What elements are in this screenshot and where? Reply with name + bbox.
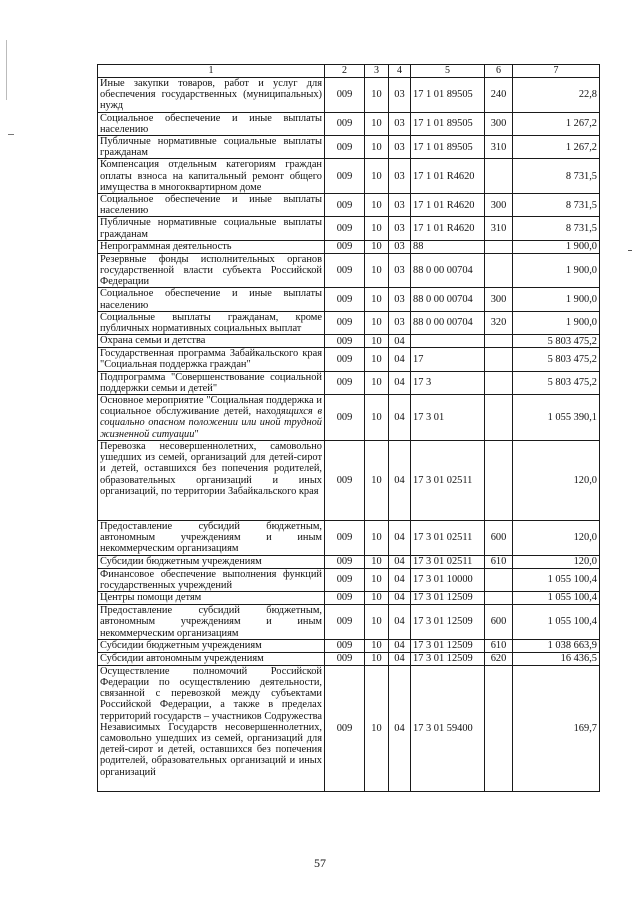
row-expense-type: 620 [485, 652, 513, 665]
table-row [98, 253, 600, 288]
row-section: 10 [365, 521, 389, 556]
row-ministry: 009 [325, 555, 365, 568]
row-expense-type: 310 [485, 136, 513, 159]
row-ministry: 009 [325, 665, 365, 791]
row-ministry: 009 [325, 592, 365, 605]
row-ministry: 009 [325, 159, 365, 194]
row-amount: 1 900,0 [513, 288, 600, 311]
table-body [98, 65, 600, 792]
row-target: 88 0 00 00704 [411, 311, 485, 334]
row-ministry: 009 [325, 253, 365, 288]
table-row [98, 136, 600, 159]
row-target: 17 3 01 02511 [411, 441, 485, 521]
row-amount: 1 055 100,4 [513, 568, 600, 591]
row-amount: 1 055 100,4 [513, 592, 600, 605]
row-target: 88 0 00 00704 [411, 288, 485, 311]
row-amount: 8 731,5 [513, 217, 600, 240]
row-subsection: 03 [389, 288, 411, 311]
row-section: 10 [365, 288, 389, 311]
row-amount: 1 900,0 [513, 240, 600, 253]
row-subsection: 03 [389, 112, 411, 135]
row-amount: 1 038 663,9 [513, 639, 600, 652]
row-target: 17 3 01 10000 [411, 568, 485, 591]
row-subsection: 04 [389, 568, 411, 591]
row-ministry: 009 [325, 568, 365, 591]
row-target: 17 3 01 12509 [411, 592, 485, 605]
scan-mark-left-dash [8, 134, 14, 135]
row-expense-type [485, 253, 513, 288]
row-amount: 169,7 [513, 665, 600, 791]
row-name: Финансовое обеспечение выполнения функций государственных учреждений [98, 568, 325, 591]
row-subsection: 04 [389, 395, 411, 441]
row-amount: 1 900,0 [513, 253, 600, 288]
row-section: 10 [365, 335, 389, 348]
row-section: 10 [365, 78, 389, 113]
row-name: Социальное обеспечение и иные выплаты населению [98, 112, 325, 135]
row-expense-type: 310 [485, 217, 513, 240]
row-expense-type [485, 159, 513, 194]
row-target: 17 3 01 02511 [411, 555, 485, 568]
row-expense-type: 610 [485, 639, 513, 652]
row-amount: 1 055 390,1 [513, 395, 600, 441]
row-section: 10 [365, 240, 389, 253]
row-section: 10 [365, 568, 389, 591]
row-target: 17 3 01 [411, 395, 485, 441]
row-ministry: 009 [325, 136, 365, 159]
row-ministry: 009 [325, 348, 365, 371]
row-name: Социальное обеспечение и иные выплаты населению [98, 194, 325, 217]
row-ministry: 009 [325, 441, 365, 521]
table-row [98, 605, 600, 640]
row-target: 17 3 01 12509 [411, 652, 485, 665]
row-expense-type: 600 [485, 605, 513, 640]
row-name: Охрана семьи и детства [98, 335, 325, 348]
row-name: Публичные нормативные социальные выплаты гражданам [98, 217, 325, 240]
row-ministry: 009 [325, 652, 365, 665]
row-amount: 1 267,2 [513, 112, 600, 135]
row-subsection: 03 [389, 311, 411, 334]
row-subsection: 04 [389, 639, 411, 652]
header-cell: 4 [389, 65, 411, 78]
header-cell: 3 [365, 65, 389, 78]
row-expense-type: 610 [485, 555, 513, 568]
row-section: 10 [365, 348, 389, 371]
table-row [98, 78, 600, 113]
row-expense-type [485, 568, 513, 591]
row-name: Публичные нормативные социальные выплаты гражданам [98, 136, 325, 159]
row-amount: 22,8 [513, 78, 600, 113]
row-section: 10 [365, 371, 389, 394]
header-row [98, 65, 600, 78]
row-amount: 1 055 100,4 [513, 605, 600, 640]
row-target: 17 3 01 12509 [411, 639, 485, 652]
row-ministry: 009 [325, 194, 365, 217]
table-row [98, 335, 600, 348]
row-subsection: 04 [389, 441, 411, 521]
table-row [98, 288, 600, 311]
row-name: Предоставление субсидий бюджетным, автономным учреждениям и иным некоммерческим организациям [98, 521, 325, 556]
row-target: 17 1 01 89505 [411, 78, 485, 113]
row-section: 10 [365, 592, 389, 605]
row-expense-type [485, 395, 513, 441]
row-ministry: 009 [325, 395, 365, 441]
row-expense-type [485, 665, 513, 791]
row-subsection: 04 [389, 371, 411, 394]
header-cell: 1 [98, 65, 325, 78]
row-ministry: 009 [325, 335, 365, 348]
row-expense-type: 300 [485, 194, 513, 217]
scan-mark-left [6, 40, 7, 100]
table-row [98, 240, 600, 253]
row-name: Предоставление субсидий бюджетным, автономным учреждениям и иным некоммерческим организациям [98, 605, 325, 640]
row-amount: 16 436,5 [513, 652, 600, 665]
row-section: 10 [365, 159, 389, 194]
budget-table [97, 64, 600, 792]
row-name: Социальное обеспечение и иные выплаты населению [98, 288, 325, 311]
row-section: 10 [365, 311, 389, 334]
row-amount: 120,0 [513, 555, 600, 568]
row-name: Перевозка несовершеннолетних, самовольно ушедших из семей, организаций для детей-сирот и детей, оставшихся без попечения родителей, образовательных организаций и иных организаций, по территории Забайкальского края [98, 441, 325, 521]
row-section: 10 [365, 395, 389, 441]
table-row [98, 371, 600, 394]
row-section: 10 [365, 253, 389, 288]
row-name: Субсидии бюджетным учреждениям [98, 639, 325, 652]
row-section: 10 [365, 441, 389, 521]
header-cell: 7 [513, 65, 600, 78]
table-row [98, 521, 600, 556]
row-section: 10 [365, 665, 389, 791]
row-amount: 120,0 [513, 521, 600, 556]
row-expense-type: 320 [485, 311, 513, 334]
row-name: Резервные фонды исполнительных органов государственной власти субъекта Российской Федерации [98, 253, 325, 288]
row-ministry: 009 [325, 288, 365, 311]
table-row [98, 441, 600, 521]
table-row [98, 348, 600, 371]
row-ministry: 009 [325, 217, 365, 240]
page-number: 57 [314, 856, 326, 870]
row-expense-type: 300 [485, 288, 513, 311]
row-target: 17 3 01 59400 [411, 665, 485, 791]
row-subsection: 04 [389, 348, 411, 371]
row-expense-type: 300 [485, 112, 513, 135]
table-row [98, 555, 600, 568]
table-row [98, 112, 600, 135]
table-row [98, 568, 600, 591]
row-expense-type [485, 371, 513, 394]
row-expense-type [485, 592, 513, 605]
row-section: 10 [365, 217, 389, 240]
row-expense-type [485, 348, 513, 371]
row-section: 10 [365, 639, 389, 652]
row-name: Субсидии бюджетным учреждениям [98, 555, 325, 568]
row-name: Субсидии автономным учреждениям [98, 652, 325, 665]
row-subsection: 04 [389, 521, 411, 556]
italic-fragment: щихся в социально опасном положении или иной трудной жизненной ситуации [100, 406, 322, 440]
table-row [98, 592, 600, 605]
row-section: 10 [365, 605, 389, 640]
row-name: Социальные выплаты гражданам, кроме публичных нормативных социальных выплат [98, 311, 325, 334]
row-name: Подпрограмма "Совершенствование социальной поддержки семьи и детей" [98, 371, 325, 394]
row-ministry: 009 [325, 240, 365, 253]
header-cell: 5 [411, 65, 485, 78]
row-subsection: 04 [389, 592, 411, 605]
row-name: Иные закупки товаров, работ и услуг для обеспечения государственных (муниципальных) нужд [98, 78, 325, 113]
table-row [98, 395, 600, 441]
row-ministry: 009 [325, 311, 365, 334]
row-ministry: 009 [325, 521, 365, 556]
row-name: Непрограммная деятельность [98, 240, 325, 253]
row-ministry: 009 [325, 605, 365, 640]
row-name: Основное мероприятие "Социальная поддержка и социальное обслуживание детей, находящихся в социально опасном положении или иной трудной жизненной ситуации" [98, 395, 325, 441]
table-row [98, 194, 600, 217]
row-ministry: 009 [325, 112, 365, 135]
row-target: 17 3 01 12509 [411, 605, 485, 640]
row-target: 17 3 [411, 371, 485, 394]
row-section: 10 [365, 194, 389, 217]
table-row [98, 639, 600, 652]
row-subsection: 04 [389, 555, 411, 568]
row-section: 10 [365, 555, 389, 568]
table-row [98, 311, 600, 334]
row-target [411, 335, 485, 348]
row-ministry: 009 [325, 639, 365, 652]
row-subsection: 04 [389, 605, 411, 640]
table-row [98, 665, 600, 791]
row-subsection: 04 [389, 665, 411, 791]
row-expense-type [485, 240, 513, 253]
scan-mark-right-dash [628, 250, 632, 251]
row-name: Компенсация отдельным категориям граждан оплаты взноса на капитальный ремонт общего имущества в многоквартирном доме [98, 159, 325, 194]
row-subsection: 03 [389, 159, 411, 194]
row-section: 10 [365, 136, 389, 159]
row-subsection: 03 [389, 136, 411, 159]
row-expense-type [485, 335, 513, 348]
row-subsection: 03 [389, 253, 411, 288]
row-name: Осуществление полномочий Российской Федерации по осуществлению деятельности, связанной с перевозкой между субъектами Российской Федерации, а также в пределах территорий государств – участников Содружества Независимых Государств несовершеннолетних, самовольно ушедших из семей, организаций для детей-сирот и детей, оставшихся без попечения родителей, образовательных организаций и иных организаций [98, 665, 325, 791]
row-amount: 5 803 475,2 [513, 335, 600, 348]
header-cell: 6 [485, 65, 513, 78]
row-ministry: 009 [325, 371, 365, 394]
row-target: 17 1 01 R4620 [411, 194, 485, 217]
row-expense-type [485, 441, 513, 521]
row-target: 17 1 01 R4620 [411, 217, 485, 240]
row-target: 17 1 01 89505 [411, 136, 485, 159]
row-amount: 5 803 475,2 [513, 371, 600, 394]
row-name: Государственная программа Забайкальского края "Социальная поддержка граждан" [98, 348, 325, 371]
row-section: 10 [365, 112, 389, 135]
row-name: Центры помощи детям [98, 592, 325, 605]
row-subsection: 03 [389, 217, 411, 240]
row-target: 17 [411, 348, 485, 371]
row-expense-type: 240 [485, 78, 513, 113]
table-row [98, 159, 600, 194]
row-section: 10 [365, 652, 389, 665]
row-amount: 1 267,2 [513, 136, 600, 159]
row-target: 17 1 01 89505 [411, 112, 485, 135]
row-amount: 1 900,0 [513, 311, 600, 334]
header-cell: 2 [325, 65, 365, 78]
row-expense-type: 600 [485, 521, 513, 556]
row-target: 88 0 00 00704 [411, 253, 485, 288]
row-subsection: 04 [389, 335, 411, 348]
row-amount: 8 731,5 [513, 194, 600, 217]
row-ministry: 009 [325, 78, 365, 113]
row-amount: 8 731,5 [513, 159, 600, 194]
row-target: 17 3 01 02511 [411, 521, 485, 556]
row-subsection: 03 [389, 78, 411, 113]
table-row [98, 652, 600, 665]
row-target: 17 1 01 R4620 [411, 159, 485, 194]
row-amount: 120,0 [513, 441, 600, 521]
row-target: 88 [411, 240, 485, 253]
row-subsection: 04 [389, 652, 411, 665]
row-subsection: 03 [389, 194, 411, 217]
row-amount: 5 803 475,2 [513, 348, 600, 371]
table-row [98, 217, 600, 240]
row-subsection: 03 [389, 240, 411, 253]
